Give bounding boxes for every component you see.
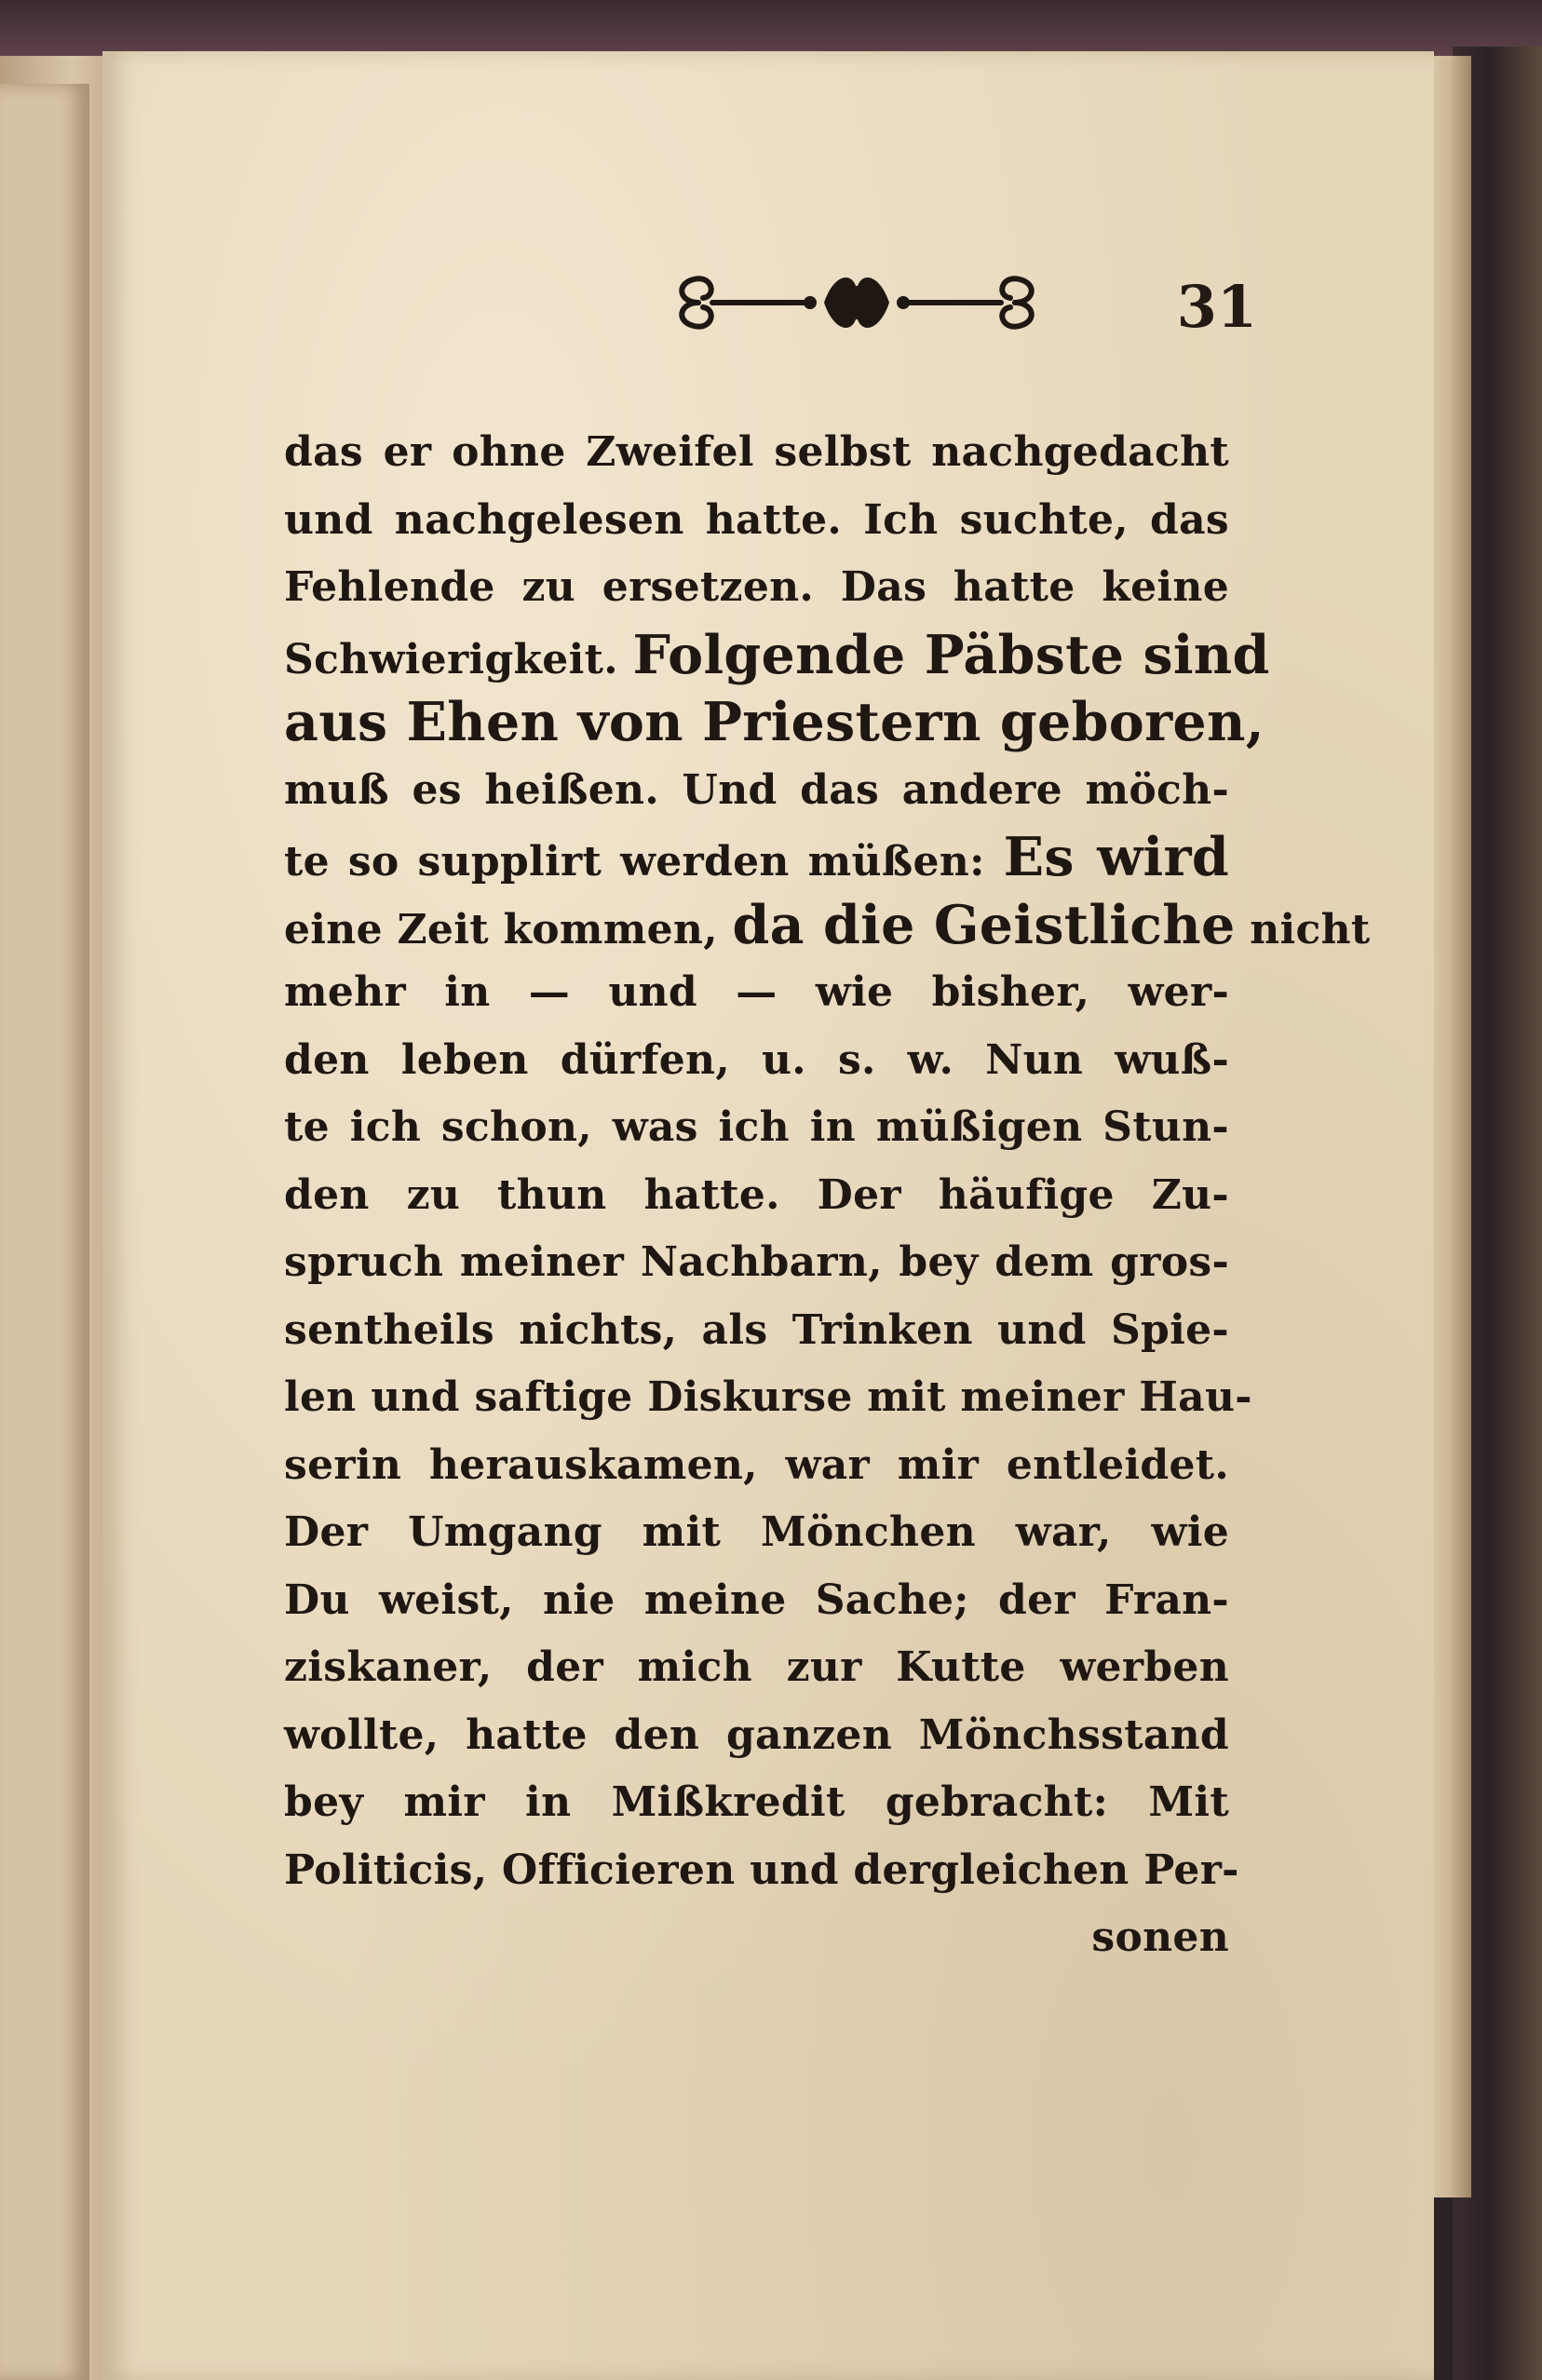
text-line: serin herauskamen, war mir entleidet. bbox=[284, 1440, 1229, 1489]
text-line: sentheils nichts, als Trinken und Spie- bbox=[284, 1305, 1229, 1354]
text-line: mehr in — und — wie bisher, wer- bbox=[284, 968, 1229, 1016]
catchword: sonen bbox=[1091, 1913, 1229, 1961]
emphasized-text: aus Ehen von Priestern geboren, bbox=[284, 691, 1265, 753]
text-line: ziskaner, der mich zur Kutte werben bbox=[284, 1643, 1229, 1691]
text-line bbox=[284, 622, 1270, 690]
page-number: 31 bbox=[1176, 273, 1257, 341]
emphasized-text: Es wird bbox=[1003, 826, 1230, 888]
emphasized-text: da die Geistliche bbox=[732, 893, 1236, 956]
text-line: den zu thun hatte. Der häufige Zu- bbox=[284, 1170, 1229, 1219]
text-line bbox=[284, 689, 1265, 757]
text-line: len und saftige Diskurse mit meiner Hau- bbox=[284, 1373, 1252, 1421]
text-fragment: nicht bbox=[1250, 905, 1371, 953]
book-page bbox=[102, 51, 1434, 2380]
text-fragment: te so supplirt werden müßen: bbox=[284, 838, 985, 886]
text-line: te ich schon, was ich in müßigen Stun- bbox=[284, 1103, 1229, 1151]
text-line: und nachgelesen hatte. Ich suchte, das bbox=[284, 495, 1229, 544]
text-fragment: eine Zeit kommen, bbox=[284, 905, 718, 953]
text-line: spruch meiner Nachbarn, bey dem gros- bbox=[284, 1238, 1229, 1286]
text-line: wollte, hatte den ganzen Mönchsstand bbox=[284, 1711, 1229, 1759]
scroll-ornament-icon bbox=[661, 251, 1052, 354]
text-line: den leben dürfen, u. s. w. Nun wuß- bbox=[284, 1035, 1229, 1084]
text-line: muß es heißen. Und das andere möch- bbox=[284, 765, 1229, 814]
left-page-edge bbox=[0, 84, 89, 2380]
text-line: Politicis, Officieren und dergleichen Per- bbox=[284, 1846, 1239, 1894]
text-line: das er ohne Zweifel selbst nachgedacht bbox=[284, 428, 1229, 476]
text-line: Der Umgang mit Mönchen war, wie bbox=[284, 1508, 1229, 1556]
text-fragment: Schwierigkeit. bbox=[284, 635, 618, 683]
page-header bbox=[549, 251, 1294, 372]
text-line bbox=[284, 824, 1229, 892]
text-line: bey mir in Mißkredit gebracht: Mit bbox=[284, 1778, 1229, 1826]
text-line: Du weist, nie meine Sache; der Fran- bbox=[284, 1575, 1229, 1624]
body-text bbox=[284, 419, 1371, 1972]
text-line bbox=[284, 892, 1371, 960]
emphasized-text: Folgende Päbste sind bbox=[632, 623, 1270, 686]
text-line: Fehlende zu ersetzen. Das hatte keine bbox=[284, 563, 1229, 611]
